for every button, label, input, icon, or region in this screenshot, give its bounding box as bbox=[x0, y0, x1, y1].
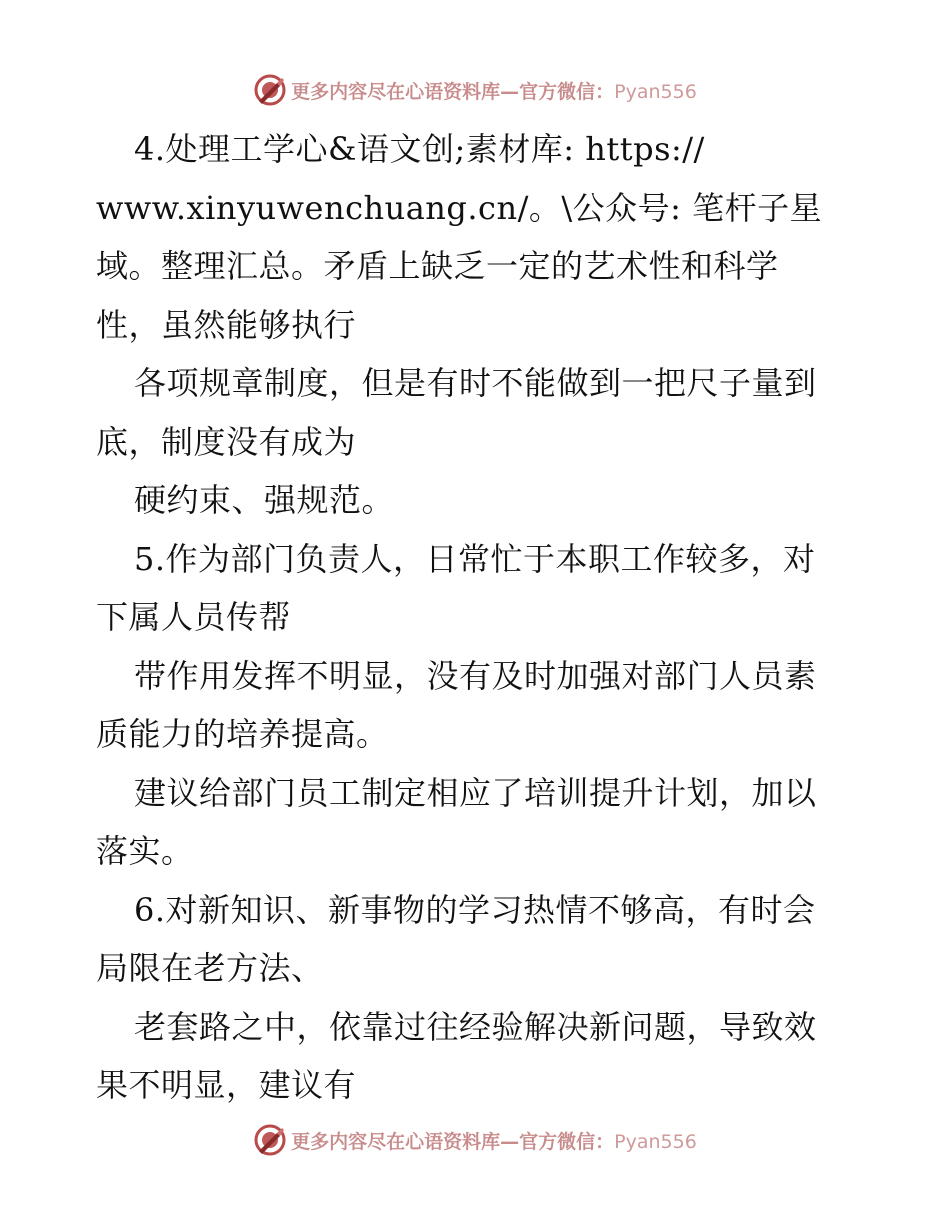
text-line: 4.处理工学心&语文创;素材库: https:// bbox=[134, 130, 705, 168]
text-line: 6.对新知识、新事物的学习热情不够高，有时会 bbox=[134, 890, 816, 929]
text-line: 下属人员传帮 bbox=[96, 598, 292, 636]
text-line: 带作用发挥不明显，没有及时加强对部门人员素 bbox=[134, 656, 817, 695]
wechat-handle: Pyan556 bbox=[614, 80, 697, 103]
text-line: 各项规章制度，但是有时不能做到一把尺子量到 bbox=[134, 364, 817, 402]
pen-seal-icon bbox=[253, 73, 287, 107]
text-line: 建议给部门员工制定相应了培训提升计划，加以 bbox=[134, 773, 817, 812]
text-line: 底，制度没有成为 bbox=[96, 422, 357, 461]
text-line: www.xinyuwenchuang.cn/。\公众号: 笔杆子星 bbox=[96, 188, 823, 227]
text-line: 5.作为部门负责人，日常忙于本职工作较多，对 bbox=[134, 539, 816, 578]
text-line: 落实。 bbox=[96, 832, 194, 870]
text-line: 域。整理汇总。矛盾上缺乏一定的艺术性和科学 bbox=[96, 247, 779, 285]
text-line: 硬约束、强规范。 bbox=[134, 481, 395, 519]
text-line: 老套路之中，依靠过往经验解决新问题，导致效 bbox=[134, 1007, 817, 1046]
document-body bbox=[96, 120, 856, 1115]
banner-text: 更多内容尽在心语资料库—官方微信：Pyan556 bbox=[291, 80, 697, 103]
pen-seal-icon bbox=[253, 1123, 287, 1157]
text-line: 果不明显，建议有 bbox=[96, 1066, 357, 1104]
wechat-handle: Pyan556 bbox=[614, 1130, 697, 1153]
banner-text: 更多内容尽在心语资料库—官方微信：Pyan556 bbox=[291, 1130, 697, 1153]
text-line: 局限在老方法、 bbox=[96, 949, 324, 987]
text-line: 性，虽然能够执行 bbox=[96, 305, 357, 344]
text-line: 质能力的培养提高。 bbox=[96, 715, 389, 753]
header-banner bbox=[0, 70, 950, 110]
footer-banner bbox=[0, 1120, 950, 1160]
